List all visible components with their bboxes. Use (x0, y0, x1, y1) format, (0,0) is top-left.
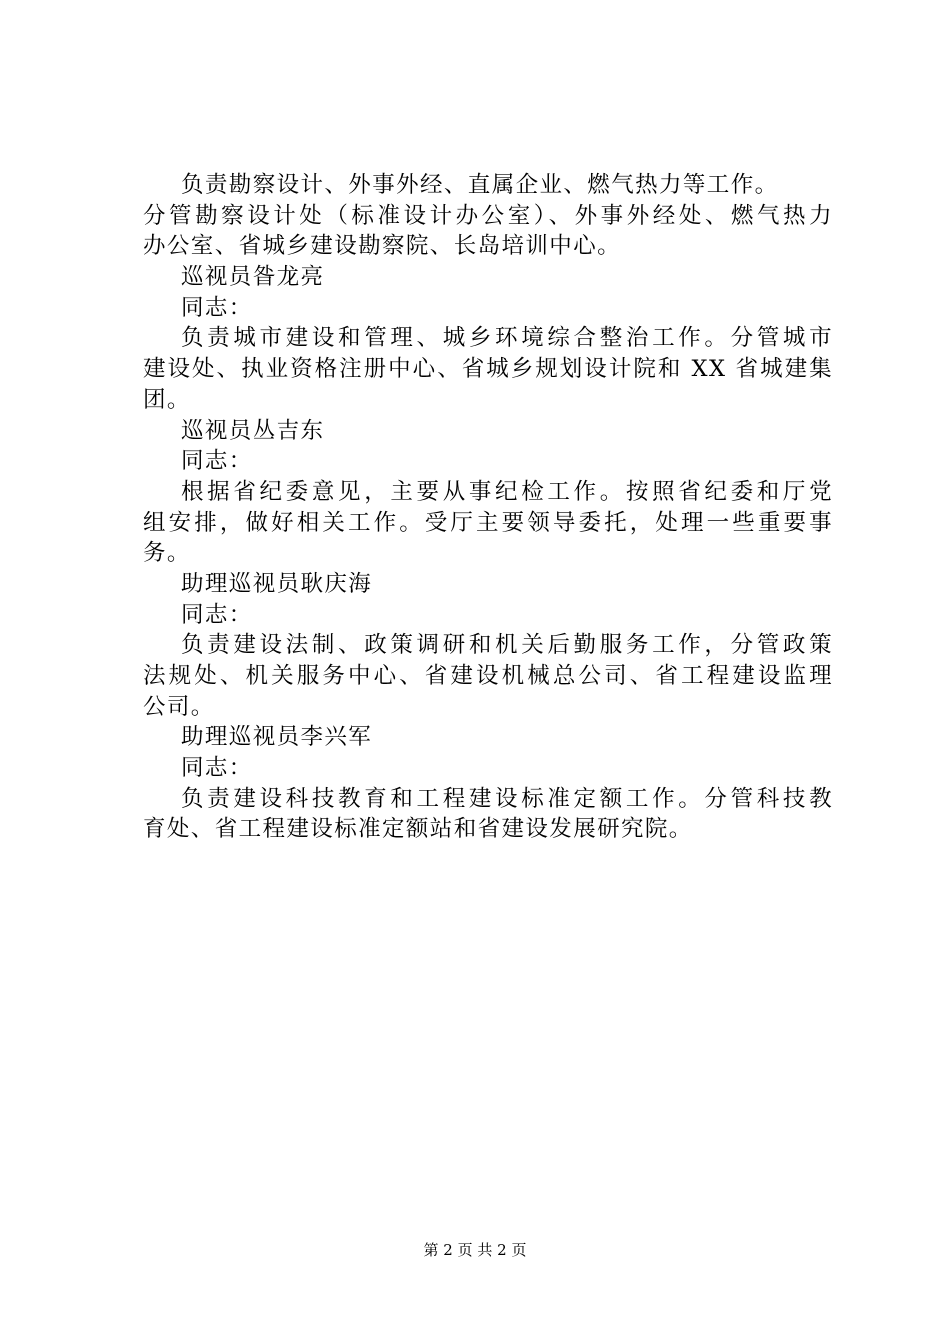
official-title-line: 助理巡视员李兴军 (181, 724, 373, 751)
text-line: 团。 (143, 386, 191, 413)
text-line: 负责勘察设计、外事外经、直属企业、燃气热力等工作。 (181, 172, 779, 198)
text-line: 组安排，做好相关工作。受厅主要领导委托，处理一些重要事 (143, 509, 833, 536)
text-line: 分管勘察设计处（标准设计办公室）、外事外经处、燃气热力 (143, 202, 833, 229)
text-line: 负责建设法制、政策调研和机关后勤服务工作，分管政策 (181, 632, 833, 659)
comrade-line: 同志： (181, 448, 253, 475)
text-line: 办公室、省城乡建设勘察院、长岛培训中心。 (143, 233, 622, 260)
comrade-line: 同志： (181, 294, 253, 321)
comrade-line: 同志： (181, 755, 253, 782)
text-line: 根据省纪委意见，主要从事纪检工作。按照省纪委和厅党 (181, 478, 833, 505)
text-line: 负责建设科技教育和工程建设标准定额工作。分管科技教 (181, 785, 833, 812)
official-title-line: 助理巡视员耿庆海 (181, 570, 373, 597)
official-title-line: 巡视员昝龙亮 (181, 264, 325, 291)
text-line: 公司。 (143, 693, 215, 720)
document-body (143, 170, 833, 845)
text-line: 务。 (143, 540, 191, 567)
official-title-line: 巡视员丛吉东 (181, 417, 325, 444)
comrade-line: 同志： (181, 601, 253, 628)
text-line: 法规处、机关服务中心、省建设机械总公司、省工程建设监理 (143, 663, 833, 689)
text-line: 育处、省工程建设标准定额站和省建设发展研究院。 (143, 816, 693, 843)
text-line: 负责城市建设和管理、城乡环境综合整治工作。分管城市 (181, 325, 833, 352)
text-line: 建设处、执业资格注册中心、省城乡规划设计院和 XX 省城建集 (143, 356, 833, 383)
page-number-footer: 第 2 页 共 2 页 (423, 1241, 527, 1259)
